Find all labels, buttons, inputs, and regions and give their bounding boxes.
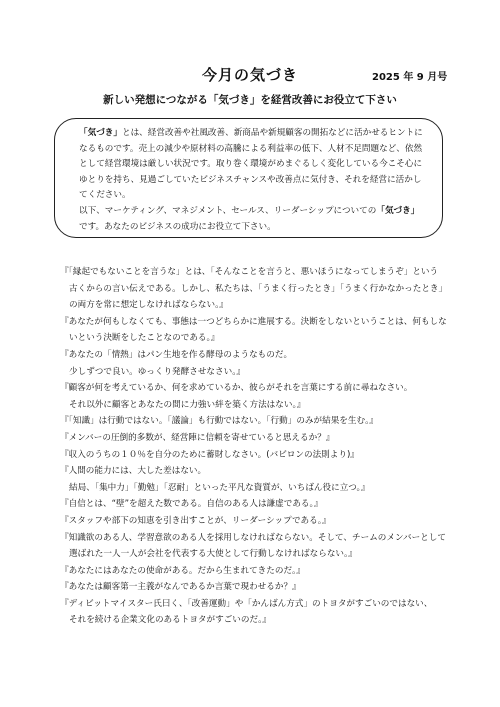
page-title: 今月の気づき: [201, 66, 298, 84]
intro-line: とは、経営改善や社風改善、新商品や新規顧客の開拓などに活かせるヒントに: [121, 128, 423, 138]
quote-item: [60, 413, 470, 430]
quote-line: 『あなたの「情熱」はパン生地を作る酵母のようなものだ。: [60, 349, 293, 360]
quote-item: [60, 530, 470, 563]
quote-item: [60, 496, 470, 513]
intro-box: [54, 118, 443, 238]
quote-item: [60, 314, 470, 347]
quote-line: 『自信とは、“壁”を超えた数である。自信のある人は謙虚である。』: [60, 499, 323, 510]
intro-line: ゆとりを持ち、見過ごしていたビジネスチャンスや改善点に気付き、それを経営に活かし: [79, 174, 422, 185]
intro-term: 「気づき」: [376, 205, 420, 216]
quote-item: [60, 347, 470, 380]
quote-item: [60, 264, 470, 314]
quote-line: それを続ける企業文化のあるトヨタがすごいのだ。』: [69, 615, 271, 626]
quote-line: 『スタッフや部下の知恵を引き出すことが、リーダーシップである。』: [60, 515, 331, 526]
quote-line: 『人間の能力には、大した差はない。: [60, 466, 207, 477]
quote-line: の両方を常に想定しなければならない。』: [69, 300, 228, 311]
intro-line: 以下、マーケティング、マネジメント、セールス、リーダーシップについての: [79, 205, 377, 216]
quote-line: 『あなたは顧客第一主義がなんであるか言葉で現わせるか？』: [60, 582, 301, 593]
quote-line: 『ディビットマイスター氏曰く、「改善運動」や「かんばん方式」のトヨタがすごいのではない、: [60, 598, 433, 609]
quote-item: [60, 463, 470, 496]
intro-line: てください。: [79, 190, 131, 201]
quote-line: 少しずつで良い。ゆっくり発酵させなさい。』: [69, 366, 246, 377]
intro-line: なるものです。売上の減少や原材料の高騰による利益率の低下、人材不足問題など、依然: [79, 143, 423, 154]
intro-line: として経営環境は厳しい状況です。取り巻く環境がめまぐるしく変化している今こそ心に: [79, 159, 423, 170]
intro-term: 「気づき」: [79, 128, 122, 138]
quote-line: 『顧客が何を考えているか、何を求めているか、彼らがそれを言葉にする前に尋ねなさい。: [60, 383, 413, 394]
issue-date: 2025 年 9 月号: [372, 72, 448, 83]
quote-item: [60, 447, 470, 464]
quote-item: [60, 430, 470, 447]
quote-item: [60, 579, 470, 596]
quote-list: [60, 264, 470, 629]
quote-line: 古くからの言い伝えである。しかし、私たちは、「うまく行ったとき」「うまく行かなかったとき」: [69, 283, 448, 294]
quote-line: 選ばれた一人一人が会社を代表する大使として行動しなければならない。』: [69, 549, 357, 560]
quote-item: [60, 563, 470, 580]
quote-line: 結局、「集中力」「勤勉」「忍耐」といった平凡な資質が、いちばん役に立つ。』: [69, 482, 370, 493]
quote-line: 『収入のうちの１０％を自分のために蓄財しなさい。(バビロンの法則より)』: [60, 449, 359, 460]
quote-line: 『知識欲のある人、学習意欲のある人を採用しなければならない。そして、チームのメンバーとして: [60, 532, 446, 543]
intro-line: です。あなたのビジネスの成功にお役立て下さい。: [79, 221, 276, 232]
quote-item: [60, 596, 470, 629]
quote-line: 『「知識」は行動ではない。「議論」も行動ではない。「行動」のみが結果を生む。』: [60, 416, 378, 427]
quote-line: 『あなたが何もしなくても、事態は一つどちらかに進展する。決断をしないということは、何もしな: [60, 316, 447, 327]
quote-line: 『「縁起でもないことを言うな」とは、「そんなことを言うと、悪いほうになってしまうぞ」という: [60, 267, 439, 277]
quote-line: それ以外に顧客とあなたの間に力強い絆を築く方法はない。』: [69, 399, 306, 410]
quote-item: [60, 513, 470, 530]
quote-line: 『あなたにはあなたの使命がある。だから生まれてきたのだ。』: [60, 565, 305, 576]
quote-line: いという決断をしたことなのである。』: [69, 333, 220, 344]
intro-paragraph: [79, 126, 426, 235]
page-subtitle: 新しい発想につながる「気づき」を経営改善にお役立て下さい: [103, 94, 397, 106]
quote-item: [60, 380, 470, 413]
quote-line: 『メンバーの圧倒的多数が、経営陣に信頼を寄せていると思えるか？』: [60, 432, 335, 443]
